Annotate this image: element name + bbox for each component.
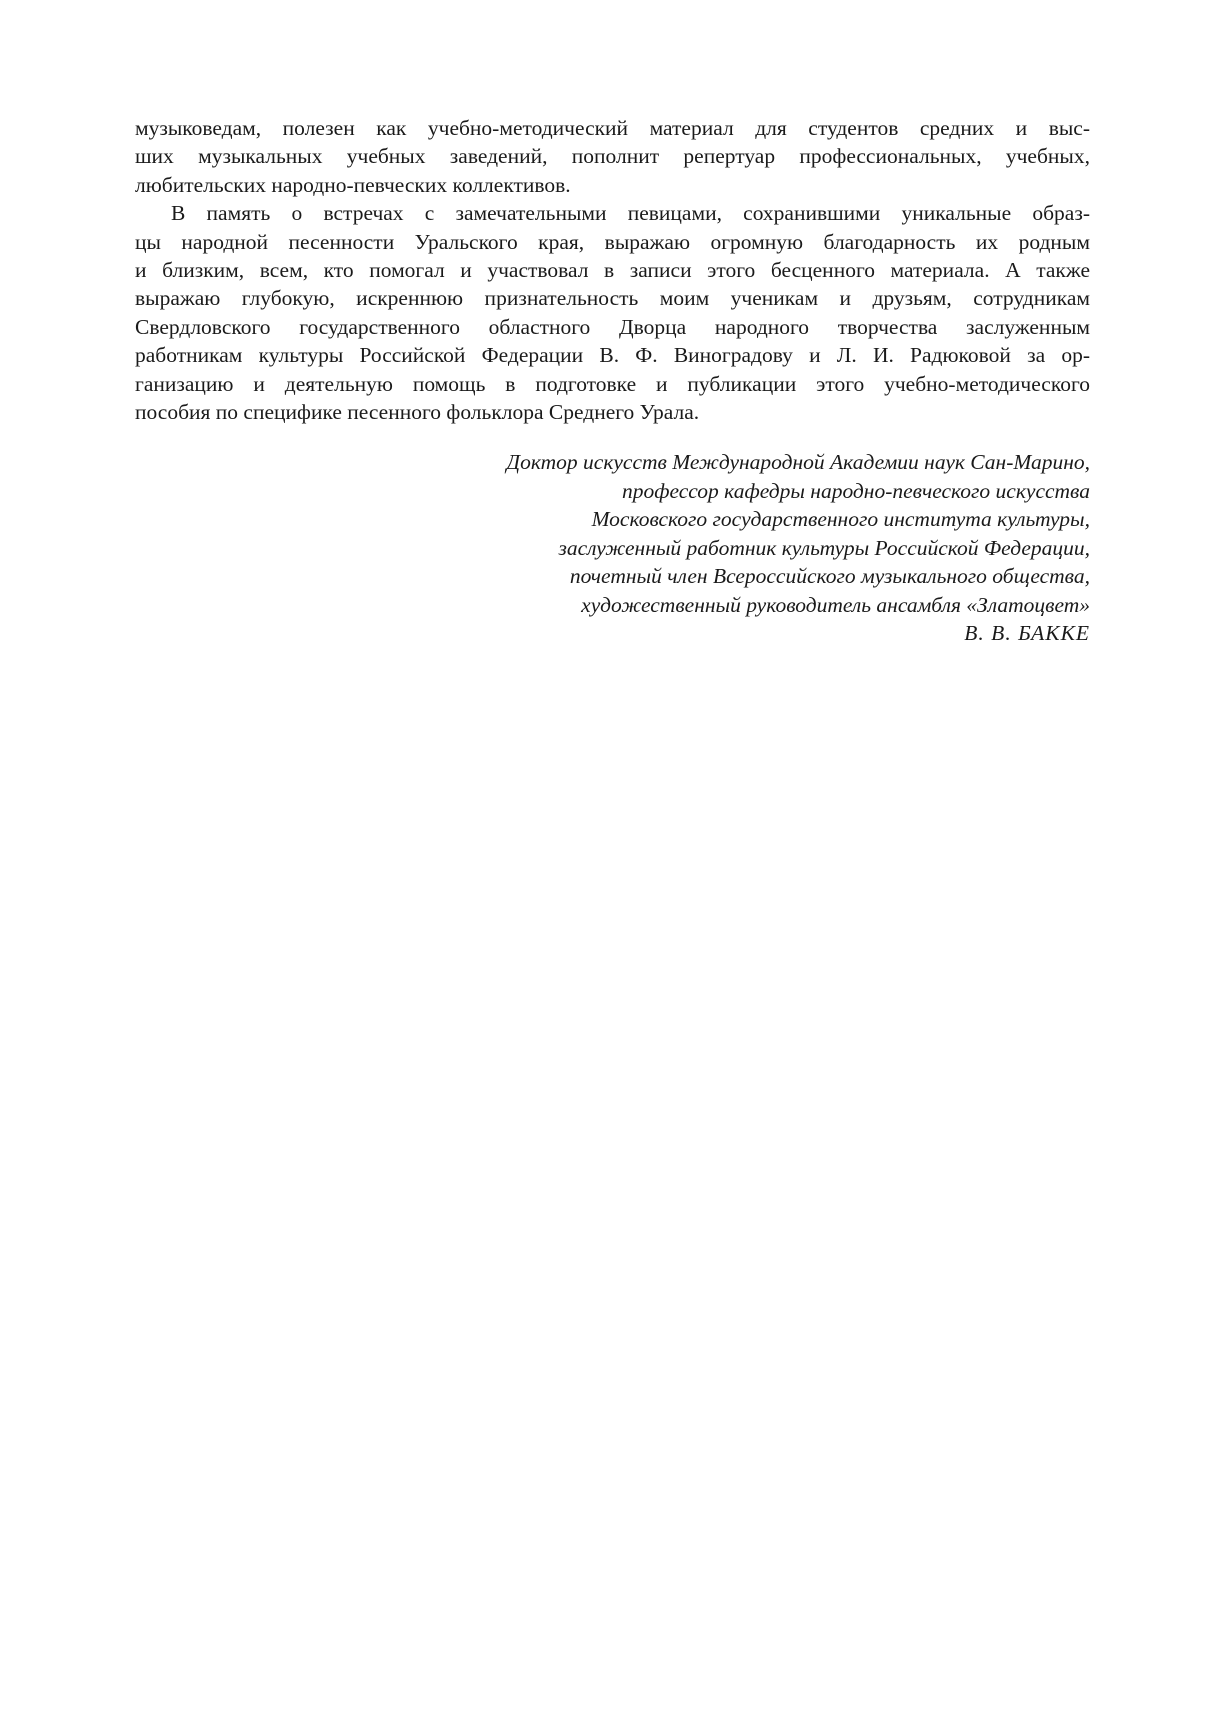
page-content [135,114,1090,647]
signature-line: заслуженный работник культуры Российской Федерации, [558,535,1090,560]
text-line: выражаю глубокую, искреннюю признательность моим ученикам и друзьям, сотрудникам [135,286,1090,311]
text-line: и близким, всем, кто помогал и участвовал в записи этого бесценного материала. А также [135,258,1090,283]
signature-line: Московского государственного института культуры, [591,507,1090,532]
text-line: работникам культуры Российской Федерации В. Ф. Виноградову и Л. И. Радюковой за ор- [135,343,1090,368]
author-name: В. В. БАККЕ [964,620,1090,645]
signature-line: художественный руководитель ансамбля «Златоцвет» [581,592,1090,617]
text-line: ганизацию и деятельную помощь в подготовке и публикации этого учебно-методического [135,371,1090,396]
text-line: В память о встречах с замечательными певицами, сохранившими уникальные образ- [171,201,1090,226]
signature-line: почетный член Всероссийского музыкального общества, [569,564,1090,589]
signature-block [135,448,1090,647]
text-line: ших музыкальных учебных заведений, пополнит репертуар профессиональных, учебных, [135,144,1090,169]
text-line: Свердловского государственного областного Дворца народного творчества заслуженным [135,314,1090,339]
signature-line: профессор кафедры народно-певческого искусства [621,478,1090,503]
text-line: цы народной песенности Уральского края, выражаю огромную благодарность их родным [135,229,1090,254]
text-line: пособия по специфике песенного фольклора Среднего Урала. [135,400,700,425]
text-line: любительских народно-певческих коллективов. [135,172,571,197]
signature-line: Доктор искусств Международной Академии наук Сан-Марино, [506,450,1090,475]
paragraph-1 [135,114,1090,199]
paragraph-2 [135,199,1090,426]
text-line: музыковедам, полезен как учебно-методический материал для студентов средних и выс- [135,116,1090,140]
